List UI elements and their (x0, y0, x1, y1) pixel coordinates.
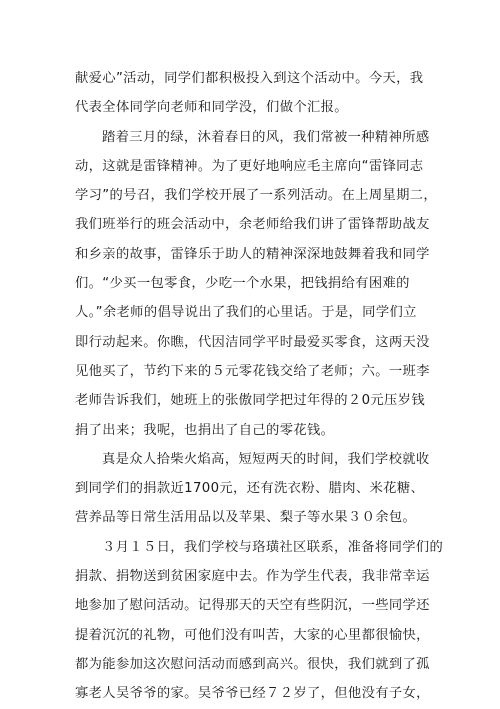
body-text (75, 64, 444, 709)
text-line: 寡老人吴爷爷的家。吴爷爷已经７２岁了，但他没有子女， (75, 686, 430, 702)
text-line: 献爱心”活动，同学们都积极投入到这个活动中。今天，我 (75, 71, 424, 86)
text-line: 我们班举行的班会活动中，余老师给我们讲了雷锋帮助战友 (75, 217, 430, 233)
text-line: 和乡亲的故事，雷锋乐于助人的精神深深地鼓舞着我和同学 (75, 246, 430, 262)
text-line: 捐了出来；我呢，也捐出了自己的零花钱。 (75, 422, 335, 438)
text-line: 营养品等日常生活用品以及苹果、梨子等水果３０余包。 (75, 510, 417, 526)
text-line: 人。”余老师的倡导说出了我们的心里话。于是，同学们立 (75, 305, 417, 321)
text-line: 踏着三月的绿，沐着春日的风，我们常被一种精神所感 (102, 129, 430, 145)
text-line: 们。“少买一包零食，少吃一个水果，把钱捐给有困难的 (75, 276, 410, 292)
text-line: 地参加了慰问活动。记得那天的天空有些阴沉，一些同学还 (75, 598, 430, 614)
text-line: 学习”的号召，我们学校开展了一系列活动。在上周星期二， (75, 188, 438, 204)
text-line: 动，这就是雷锋精神。为了更好地响应毛主席向“雷锋同志 (75, 158, 424, 174)
text-line: 代表全体同学向老师和同学没，们做个汇报。 (75, 100, 348, 116)
text-line: 都为能参加这次慰问活动而感到高兴。很快，我们就到了孤 (75, 656, 430, 672)
text-line: ３月１５日，我们学校与珞璜社区联系，准备将同学们的 (102, 539, 444, 555)
text-line: 见他买了，节约下来的５元零花钱交给了老师；六。一班李 (75, 363, 430, 379)
text-line: 到同学们的捐款近1700元，还有洗衣粉、腊肉、米花糖、 (75, 481, 425, 497)
text-line: 老师告诉我们，她班上的张傲同学把过年得的２0元压岁钱 (75, 393, 425, 409)
text-line: 真是众人拾柴火焰高，短短两天的时间，我们学校就收 (102, 451, 430, 467)
text-line: 捐款、捐物送到贫困家庭中去。作为学生代表，我非常幸运 (75, 569, 430, 585)
text-line: 即行动起来。你瞧，代因洁同学平时最爱买零食，这两天没 (75, 334, 430, 350)
text-line: 提着沉沉的礼物，可他们没有叫苦，大家的心里都很愉快， (75, 627, 430, 643)
